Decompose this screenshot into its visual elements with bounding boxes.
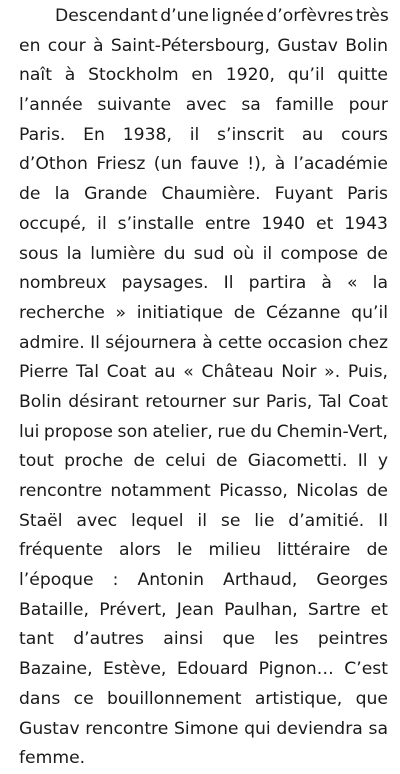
text-line: Bataille, Prévert, Jean Paulhan, Sartre et: [19, 599, 388, 620]
text-line: nombreux paysages. Il partira à « la: [19, 273, 388, 294]
text-line: en cour à Saint-Pétersbourg, Gustav Bolin: [19, 35, 388, 56]
text-line: tant d’autres ainsi que les peintres: [19, 629, 388, 650]
text-line: fréquente alors le milieu littéraire de: [19, 540, 388, 561]
biography-paragraph: [19, 2, 388, 774]
text-line: l’année suivante avec sa famille pour: [19, 95, 388, 116]
text-line: l’époque : Antonin Arthaud, Georges: [19, 570, 388, 591]
text-line: Pierre Tal Coat au « Château Noir ». Puis,: [19, 362, 388, 383]
text-line: de la Grande Chaumière. Fuyant Paris: [19, 184, 388, 205]
text-line: Paris. En 1938, il s’inscrit au cours: [19, 124, 388, 145]
text-line: dans ce bouillonnement artistique, que: [19, 688, 388, 709]
text-line: Descendant d’une lignée d’orfèvres très: [55, 6, 389, 26]
text-line: rencontre notamment Picasso, Nicolas de: [19, 481, 388, 501]
text-line: Staël avec lequel il se lie d’amitié. Il: [19, 510, 388, 531]
text-line: Bazaine, Estève, Edouard Pignon… C’est: [19, 659, 388, 680]
text-line: admire. Il séjournera à cette occasion chez: [19, 332, 388, 353]
text-line: sous la lumière du sud où il compose de: [19, 243, 388, 264]
text-line: naît à Stockholm en 1920, qu’il quitte: [19, 65, 388, 86]
text-line: d’Othon Friesz (un fauve !), à l’académie: [19, 154, 388, 175]
text-line: recherche » initiatique de Cézanne qu’il: [19, 302, 388, 323]
text-line: occupé, il s’installe entre 1940 et 1943: [19, 213, 388, 234]
text-line: femme.: [19, 748, 86, 769]
text-line: Gustav rencontre Simone qui deviendra sa: [19, 718, 388, 739]
text-line: Bolin désirant retourner sur Paris, Tal Coat: [19, 391, 388, 412]
text-line: lui propose son atelier, rue du Chemin-Vert,: [19, 421, 388, 442]
text-line: tout proche de celui de Giacometti. Il y: [19, 451, 388, 472]
